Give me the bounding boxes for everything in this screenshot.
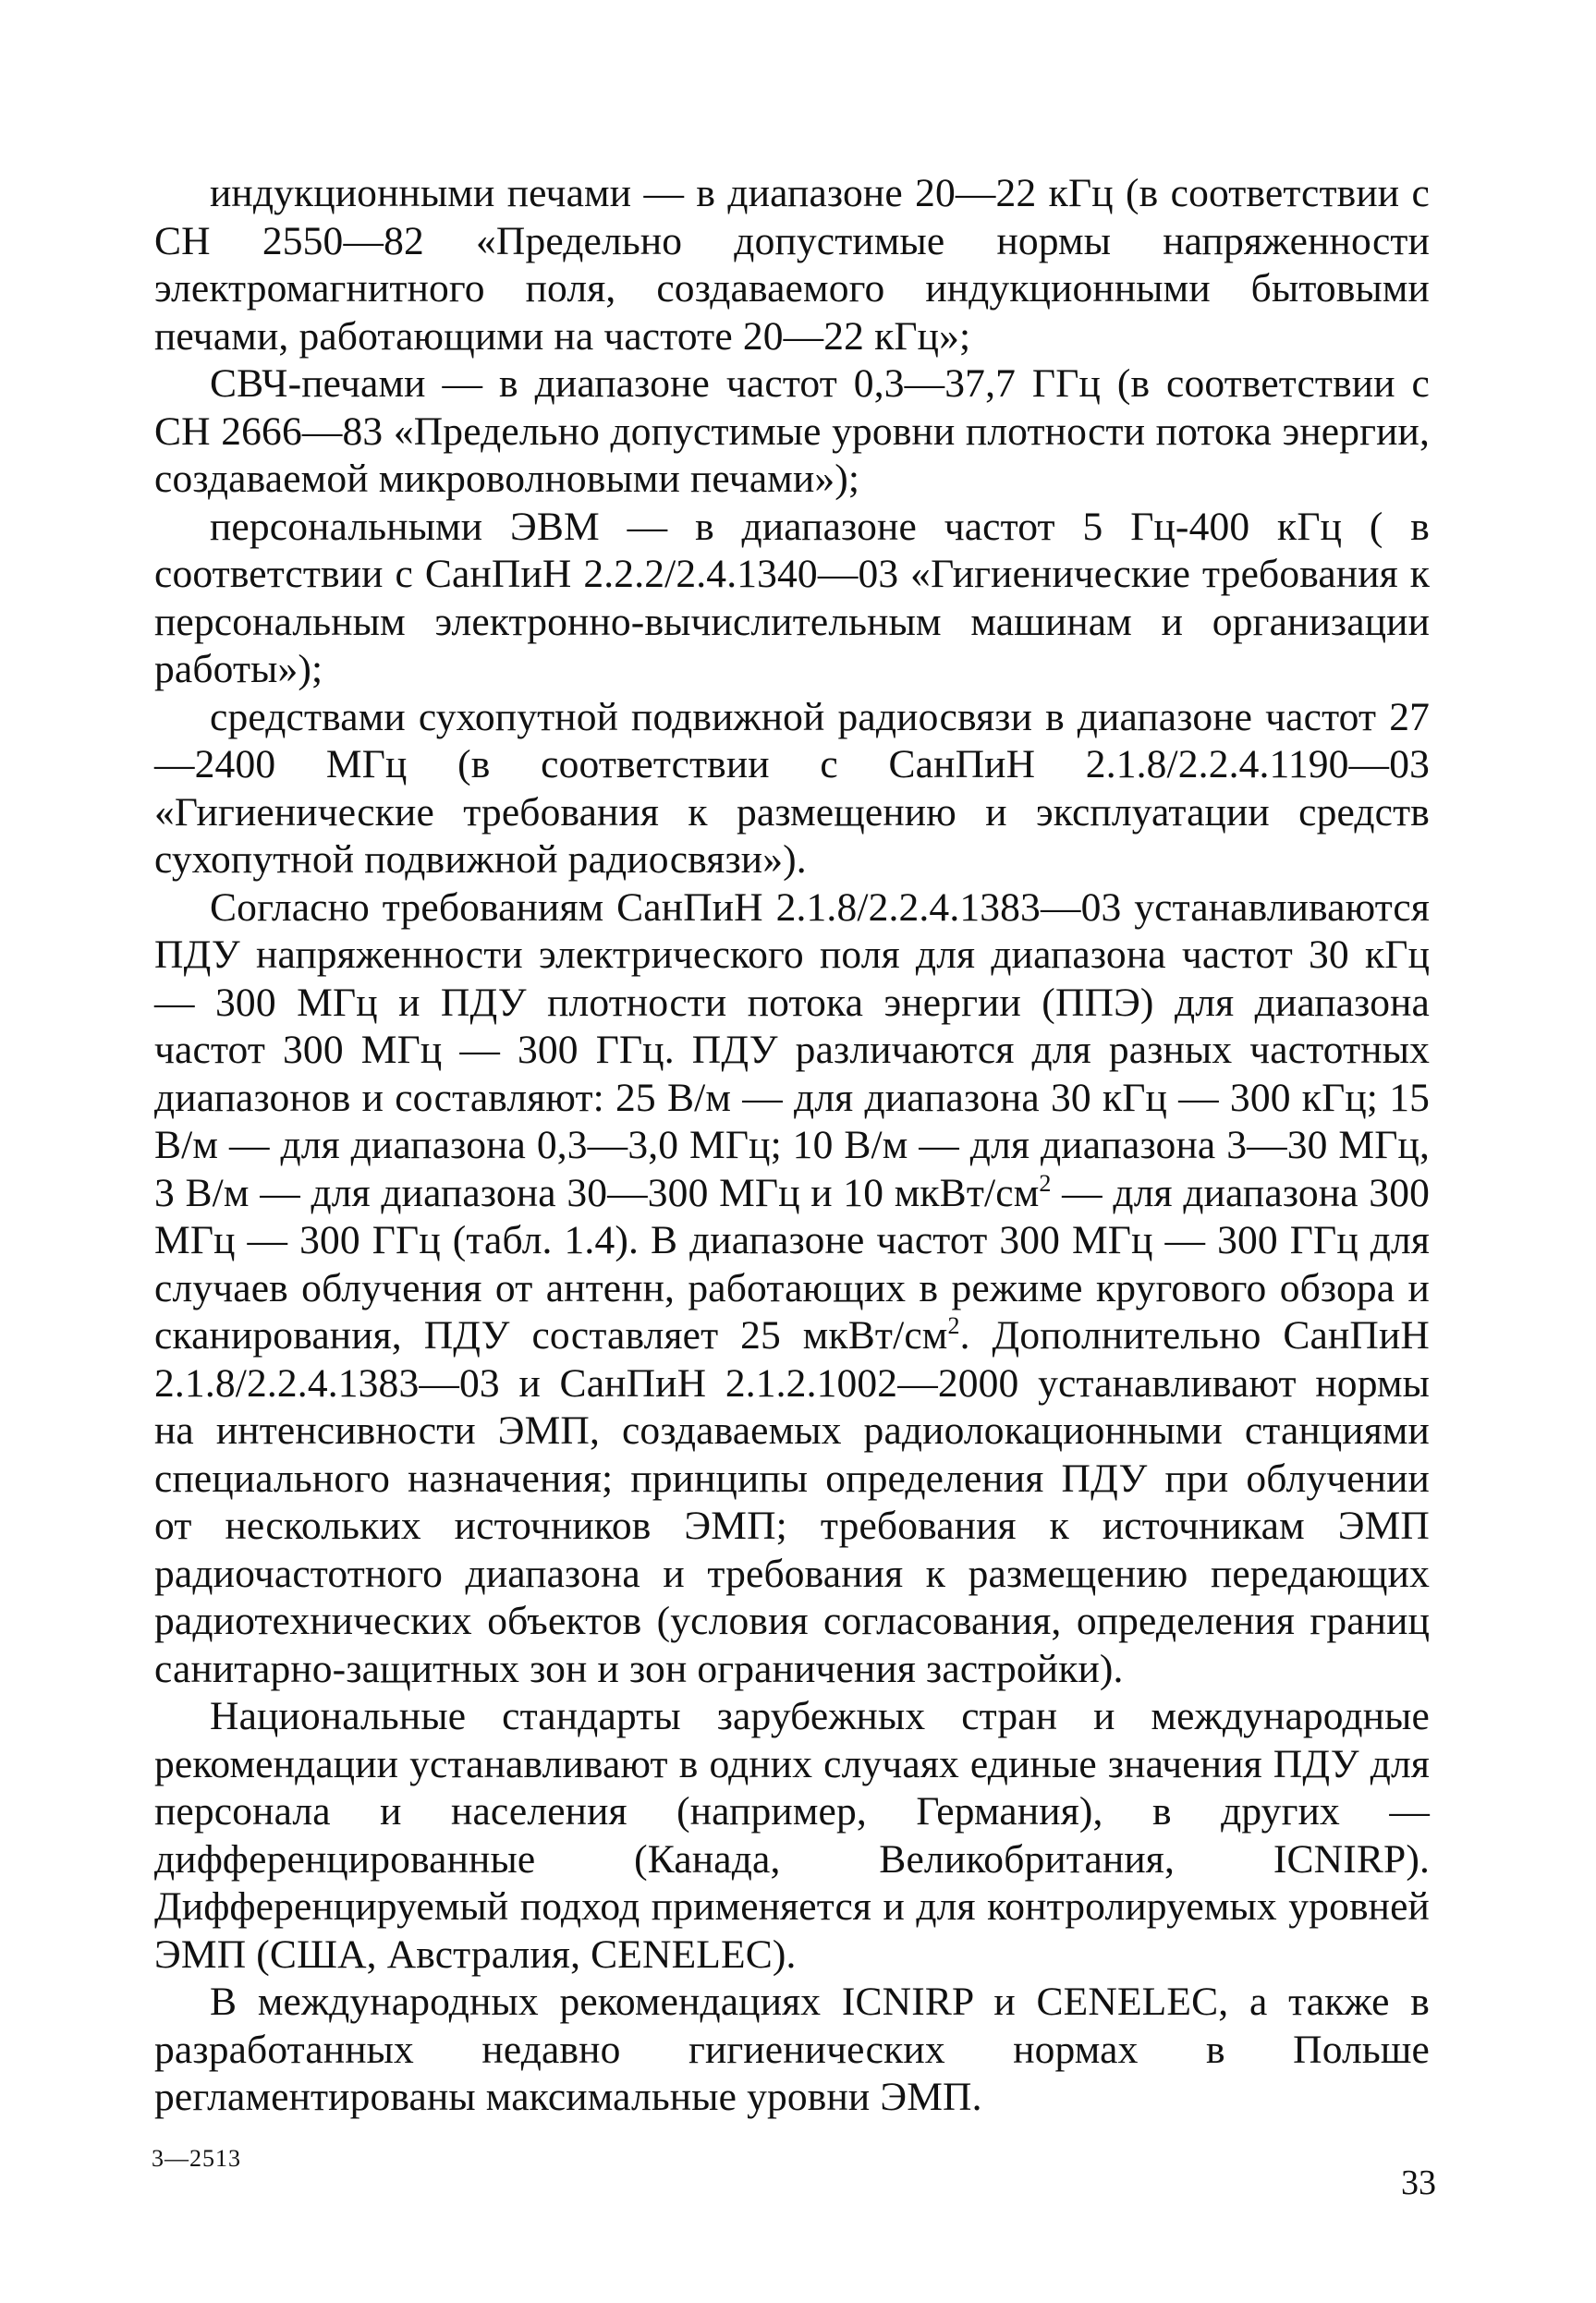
paragraph-induction-ovens: индукционными печами — в диапазоне 20—22 кГц (в соответствии с СН 2550—82 «Предельно допустимые нормы напряженности электромагнитного поля, создаваемого индукционными бытовыми печами, работающими на частоте 20—22 кГц»; bbox=[154, 171, 1430, 359]
paragraph-microwave-ovens: СВЧ-печами — в диапазоне частот 0,3—37,7 ГГц (в соответствии с СН 2666—83 «Предельно допустимые уровни плотности потока энергии, создаваемой микроволновыми печами»); bbox=[154, 361, 1430, 501]
paragraph-sanpin-part-c: . Дополнительно СанПиН 2.1.8/2.2.4.1383—03 и СанПиН 2.1.2.1002—2000 устанавливают нормы на интенсивности ЭМП, создаваемых радиолокационными станциями специального назначения; принципы определения ПДУ при облучении от нескольких источников ЭМП; требования к источникам ЭМП радиочастотного диапазона и требования к размещению передающих радиотехнических объектов (условия согласования, определения границ санитарно-защитных зон и зон ограничения застройки). bbox=[154, 1313, 1430, 1691]
paragraph-personal-computers: персональными ЭВМ — в диапазоне частот 5 Гц-400 кГц ( в соответствии с СанПиН 2.2.2/2.4.1340—03 «Гигиенические требования к персональным электронно-вычислительным машинам и организации работы»); bbox=[154, 504, 1430, 691]
superscript-two: 2 bbox=[947, 1312, 960, 1339]
superscript-two: 2 bbox=[1039, 1169, 1052, 1197]
paragraph-sanpin-part-a: Согласно требованиям СанПиН 2.1.8/2.2.4.1383—03 устанавливаются ПДУ напряженности электрического поля для диапазона частот 30 кГц — 300 МГц и ПДУ плотности потока энергии (ППЭ) для диапазона частот 300 МГц — 300 ГГц. ПДУ различаются для разных частотных диапазонов и составляют: 25 В/м — для диапазона 30 кГц — 300 кГц; 15 В/м — для диапазона 0,3—3,0 МГц; 10 В/м — для диапазона 3—30 МГц, 3 В/м — для диапазона 30—300 МГц и 10 мкВт/см bbox=[154, 884, 1430, 1215]
paragraph-sanpin-requirements bbox=[154, 884, 1430, 1694]
paragraph-international-recommendations: В международных рекомендациях ICNIRP и CENELEC, а также в разработанных недавно гигиенических нормах в Польше регламентированы максимальные уровни ЭМП. bbox=[154, 1980, 1430, 2119]
paragraph-land-mobile-radio: средствами сухопутной подвижной радиосвязи в диапазоне частот 27—2400 МГц (в соответствии с СанПиН 2.1.8/2.2.4.1190—03 «Гигиенические требования к размещению и эксплуатации средств сухопутной подвижной радиосвязи»). bbox=[154, 694, 1430, 882]
body-text bbox=[154, 170, 1430, 2122]
paragraph-national-standards: Национальные стандарты зарубежных стран и международные рекомендации устанавливают в одних случаях единые значения ПДУ для персонала и населения (например, Германия), в других — дифференцированные (Канада, Великобритания, ICNIRP). Дифференцируемый подход применяется и для контролируемых уровней ЭМП (США, Австралия, CENELEC). bbox=[154, 1694, 1430, 1977]
paragraph-sanpin-part-b: — для диапазона 300 МГц — 300 ГГц (табл. 1.4). В диапазоне частот 300 МГц — 300 ГГц для случаев облучения от антенн, работающих в режиме кругового обзора и сканирования, ПДУ составляет 25 мкВт/см bbox=[154, 1170, 1430, 1358]
page-number: 33 bbox=[1401, 2163, 1436, 2202]
signature-mark: 3—2513 bbox=[152, 2145, 241, 2172]
